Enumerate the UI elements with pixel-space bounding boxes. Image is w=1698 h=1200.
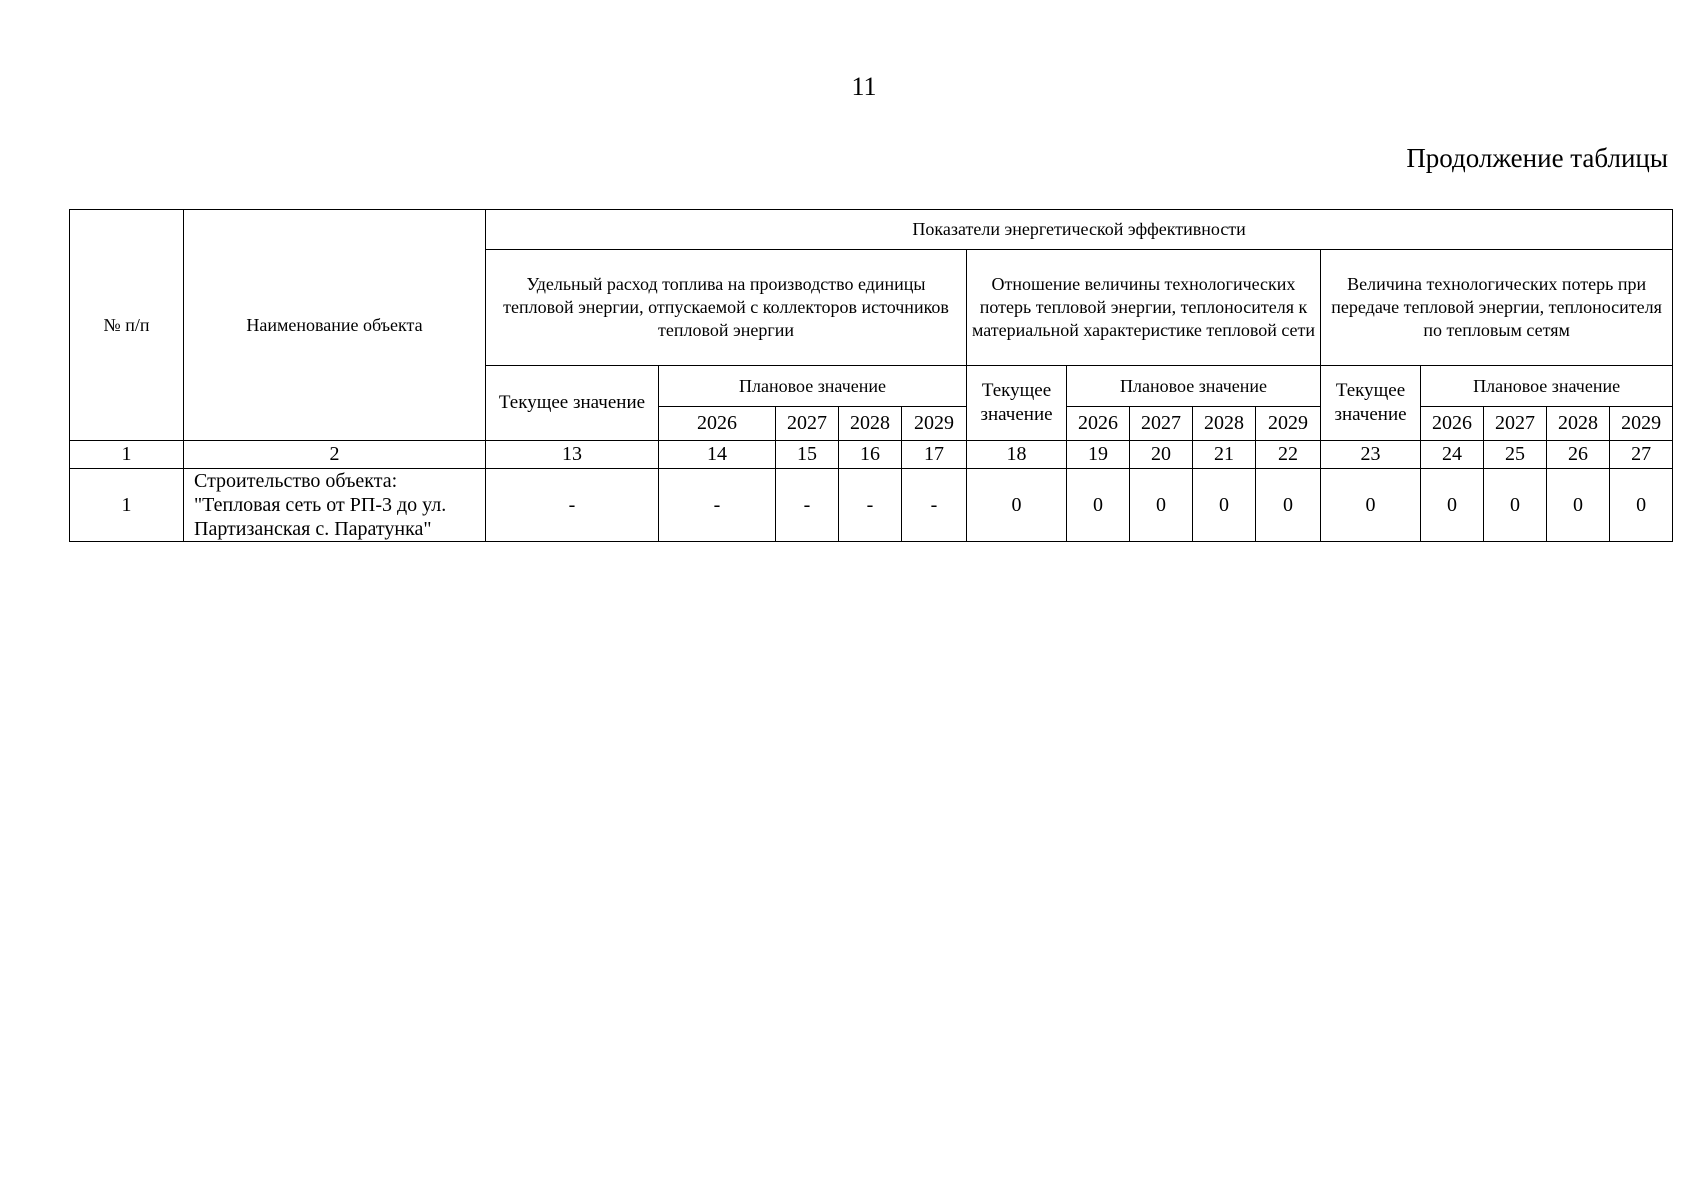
year-header: 2026 bbox=[659, 407, 776, 441]
row-object-name bbox=[184, 469, 486, 542]
column-number: 26 bbox=[1547, 441, 1610, 469]
energy-efficiency-table bbox=[69, 209, 1673, 542]
year-header: 2029 bbox=[1256, 407, 1321, 441]
cell-value: 0 bbox=[1067, 469, 1130, 542]
column-number: 1 bbox=[70, 441, 184, 469]
cell-value: 0 bbox=[1484, 469, 1547, 542]
current-value-header-1: Текущее значение bbox=[486, 366, 659, 441]
year-header: 2027 bbox=[776, 407, 839, 441]
object-name-line: Партизанская с. Паратунка" bbox=[194, 518, 432, 540]
group-header-loss-ratio: Отношение величины технологических потерь тепловой энергии, теплоносителя к материальной характеристике тепловой сети bbox=[967, 250, 1321, 366]
year-header: 2028 bbox=[1193, 407, 1256, 441]
table-row bbox=[70, 469, 1673, 542]
object-name-line: "Тепловая сеть от РП-3 до ул. bbox=[194, 494, 447, 516]
column-number: 25 bbox=[1484, 441, 1547, 469]
year-header: 2026 bbox=[1421, 407, 1484, 441]
year-header: 2029 bbox=[902, 407, 967, 441]
column-numbers-row bbox=[70, 441, 1673, 469]
column-number: 27 bbox=[1610, 441, 1673, 469]
cell-value: 0 bbox=[1321, 469, 1421, 542]
planned-value-header-3: Плановое значение bbox=[1421, 366, 1673, 407]
current-value-header-2: Текущее значение bbox=[967, 366, 1067, 441]
column-number: 16 bbox=[839, 441, 902, 469]
planned-value-header-2: Плановое значение bbox=[1067, 366, 1321, 407]
row-num: 1 bbox=[70, 469, 184, 542]
year-header: 2028 bbox=[839, 407, 902, 441]
header-num: № п/п bbox=[70, 210, 184, 441]
column-number: 22 bbox=[1256, 441, 1321, 469]
year-header: 2027 bbox=[1484, 407, 1547, 441]
column-number: 15 bbox=[776, 441, 839, 469]
cell-value: 0 bbox=[1130, 469, 1193, 542]
header-energy-efficiency: Показатели энергетической эффективности bbox=[486, 210, 1673, 250]
header-object-name: Наименование объекта bbox=[184, 210, 486, 441]
cell-value: - bbox=[659, 469, 776, 542]
current-value-header-3: Текущее значение bbox=[1321, 366, 1421, 441]
planned-value-header-1: Плановое значение bbox=[659, 366, 967, 407]
continuation-label: Продолжение таблицы bbox=[1406, 143, 1668, 173]
cell-value: 0 bbox=[967, 469, 1067, 542]
cell-value: - bbox=[839, 469, 902, 542]
object-name-line: Строительство объекта: bbox=[194, 470, 398, 492]
year-header: 2028 bbox=[1547, 407, 1610, 441]
column-number: 24 bbox=[1421, 441, 1484, 469]
cell-value: - bbox=[486, 469, 659, 542]
year-header: 2029 bbox=[1610, 407, 1673, 441]
column-number: 19 bbox=[1067, 441, 1130, 469]
cell-value: - bbox=[776, 469, 839, 542]
column-number: 14 bbox=[659, 441, 776, 469]
column-number: 18 bbox=[967, 441, 1067, 469]
cell-value: - bbox=[902, 469, 967, 542]
group-header-fuel-consumption: Удельный расход топлива на производство единицы тепловой энергии, отпускаемой с коллекторов источников тепловой энергии bbox=[486, 250, 967, 366]
cell-value: 0 bbox=[1193, 469, 1256, 542]
group-header-loss-value: Величина технологических потерь при передаче тепловой энергии, теплоносителя по тепловым сетям bbox=[1321, 250, 1673, 366]
year-header: 2027 bbox=[1130, 407, 1193, 441]
cell-value: 0 bbox=[1256, 469, 1321, 542]
column-number: 20 bbox=[1130, 441, 1193, 469]
year-header: 2026 bbox=[1067, 407, 1130, 441]
column-number: 21 bbox=[1193, 441, 1256, 469]
column-number: 2 bbox=[184, 441, 486, 469]
column-number: 13 bbox=[486, 441, 659, 469]
column-number: 23 bbox=[1321, 441, 1421, 469]
page-number: 11 bbox=[851, 72, 877, 101]
cell-value: 0 bbox=[1421, 469, 1484, 542]
column-number: 17 bbox=[902, 441, 967, 469]
cell-value: 0 bbox=[1547, 469, 1610, 542]
cell-value: 0 bbox=[1610, 469, 1673, 542]
